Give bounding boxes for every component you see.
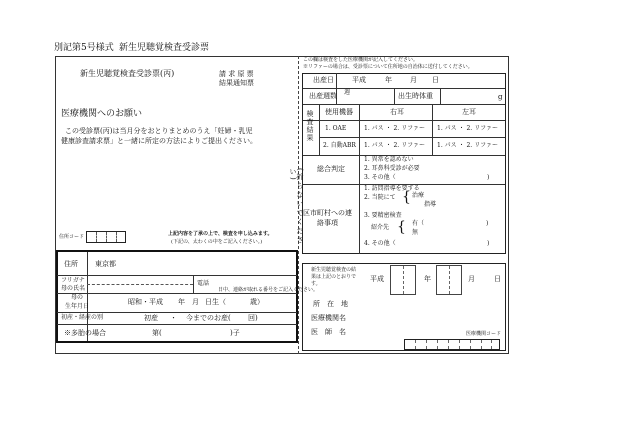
birth-weight-unit: g xyxy=(498,93,503,101)
address-code-field[interactable] xyxy=(86,231,126,243)
dob-unit-year: 年 xyxy=(178,298,185,306)
cert-text-2: 果は上記のとおりで xyxy=(311,274,357,280)
cert-month-unit: 月 xyxy=(468,275,475,283)
dob-label-2: 生年月日 xyxy=(65,303,90,310)
dob-unit-month: 月 xyxy=(192,298,199,306)
gest-weeks-unit: 週 xyxy=(344,89,351,96)
birth-date-era: 平成 xyxy=(352,76,366,84)
oae-left-result[interactable]: 1. パス ・ 2. リファー xyxy=(437,125,498,132)
birth-weight-label: 出生時体重 xyxy=(398,92,433,100)
abr-left-result[interactable]: 1. パス ・ 2. リファー xyxy=(437,142,498,149)
contact-option-4[interactable]: 4. その他（ xyxy=(364,240,396,247)
facility-name-label: 医療機関名 xyxy=(311,314,346,322)
col-device: 使用機器 xyxy=(325,108,353,116)
multiple-birth-prefix[interactable]: 第( xyxy=(152,329,162,337)
address-label: 住所 xyxy=(64,260,78,268)
referral-label: 紹介先 xyxy=(371,224,390,231)
dob-label-1: 母の xyxy=(71,294,84,301)
cert-text-3: す。 xyxy=(311,281,321,287)
request-body-1: この受診票(丙)は当月分をおとりまとめのうえ「妊婦・乳児 xyxy=(65,127,253,135)
contact-option-3[interactable]: 3. 要精密検査 xyxy=(364,212,402,219)
contact-sub-treatment[interactable]: 治療 xyxy=(412,192,425,199)
billing-label-1: 請 求 原 票 xyxy=(219,70,254,78)
referral-close: ) xyxy=(486,220,489,227)
cert-era: 平成 xyxy=(370,275,384,283)
device-oae: 1. OAE xyxy=(325,125,347,132)
request-heading: 医療機関へのお願い xyxy=(61,109,143,119)
judgment-option-3[interactable]: 3. その他（ xyxy=(364,174,396,181)
contact-sub-guidance[interactable]: 指導 xyxy=(424,201,437,208)
judgment-label: 総合判定 xyxy=(317,165,345,173)
cert-year-unit: 年 xyxy=(424,275,431,283)
form-title: 新生児聴覚検査受診票 xyxy=(119,43,210,53)
cert-text-1: 新生児聴覚検査の結 xyxy=(311,267,357,273)
request-body-2: 健康診査請求票」と一緒に所定の方法によりご提出ください。 xyxy=(61,137,257,145)
referral-brace: { xyxy=(397,219,406,235)
ticket-title: 新生児聴覚検査受診票(丙) xyxy=(80,69,175,78)
birth-date-label: 出産日 xyxy=(313,76,334,84)
parity-count-close: 回) xyxy=(248,314,258,322)
right-note-1: この欄は検査をした医療機関が記入してください。 xyxy=(303,57,419,63)
birth-date-month-unit: 月 xyxy=(410,76,417,84)
judgment-option-1[interactable]: 1. 異常を認めない xyxy=(364,156,414,163)
contact-label-1: 区市町村への連 xyxy=(303,209,352,217)
contact-option-2[interactable]: 2. 当院にて xyxy=(364,194,396,201)
cert-month-box[interactable] xyxy=(436,265,462,295)
cert-day-unit: 日 xyxy=(494,275,501,283)
judgment-option-2[interactable]: 2. 耳鼻科受診が必要 xyxy=(364,165,420,172)
col-right-ear: 右耳 xyxy=(390,108,404,116)
notice-line-1: 上記内容を了承の上で、検査を申し込みます。 xyxy=(168,231,273,237)
results-label: 検査結果 xyxy=(306,110,314,142)
parity-first[interactable]: 初産 xyxy=(144,314,158,322)
oae-right-result[interactable]: 1. パス ・ 2. リファー xyxy=(364,125,425,132)
doctor-name-label: 医 師 名 xyxy=(311,328,346,336)
multiple-birth-label: ※多胎の場合 xyxy=(64,329,106,337)
address-code-label: 住所コード xyxy=(59,234,85,240)
dob-era-options[interactable]: 昭和・平成 xyxy=(128,298,163,306)
facility-address-label: 所 在 地 xyxy=(313,300,348,308)
address-field[interactable]: 東京都 xyxy=(95,260,116,268)
form-number: 別記第5号様式 xyxy=(54,43,114,53)
col-left-ear: 左耳 xyxy=(462,108,476,116)
contact-brace-1: { xyxy=(402,189,411,205)
billing-label-2: 結果通知票 xyxy=(219,79,254,87)
parity-multi[interactable]: 今までのお産( xyxy=(186,314,231,322)
device-abr: 2. 自動ABR xyxy=(323,142,356,149)
phone-note: 日中、連絡が取れる番号をご記入ください。 xyxy=(218,287,319,293)
contact-option-1[interactable]: 1. 訪問指導を要する xyxy=(364,185,420,192)
contact-close: ) xyxy=(487,240,490,247)
parity-label: 初産・経産の別 xyxy=(61,314,104,321)
mother-name-label: 母の氏名 xyxy=(61,285,86,292)
notice-line-2: (下記の、太わくの中をご記入ください。) xyxy=(171,239,263,245)
fold-note: (折らないでください) xyxy=(289,168,304,245)
cert-year-box[interactable] xyxy=(390,265,416,295)
referral-yes[interactable]: 有（ xyxy=(412,220,425,227)
multiple-birth-suffix: )子 xyxy=(230,329,240,337)
facility-code-label: 医療機関コード xyxy=(466,331,502,337)
birth-date-day-unit: 日 xyxy=(432,76,439,84)
mother-name-field[interactable] xyxy=(88,276,192,292)
judgment-close: ) xyxy=(487,174,490,181)
right-note-2: ※リファーの場合は、受診票について住所地の自治体に送付してください。 xyxy=(303,64,473,70)
gest-weeks-label: 出産週数 xyxy=(309,92,337,100)
contact-label-2: 絡事項 xyxy=(317,219,338,227)
facility-code-field[interactable] xyxy=(404,339,500,350)
birth-date-year-unit: 年 xyxy=(385,76,392,84)
furigana-label: フリガナ xyxy=(61,277,85,284)
dob-unit-age: 歳） xyxy=(250,298,264,306)
referral-no[interactable]: 無 xyxy=(412,229,419,236)
dob-unit-day: 日生（ xyxy=(205,298,226,306)
phone-label: 電話 xyxy=(197,280,210,287)
parity-sep: ・ xyxy=(170,314,177,322)
abr-right-result[interactable]: 1. パス ・ 2. リファー xyxy=(364,142,425,149)
